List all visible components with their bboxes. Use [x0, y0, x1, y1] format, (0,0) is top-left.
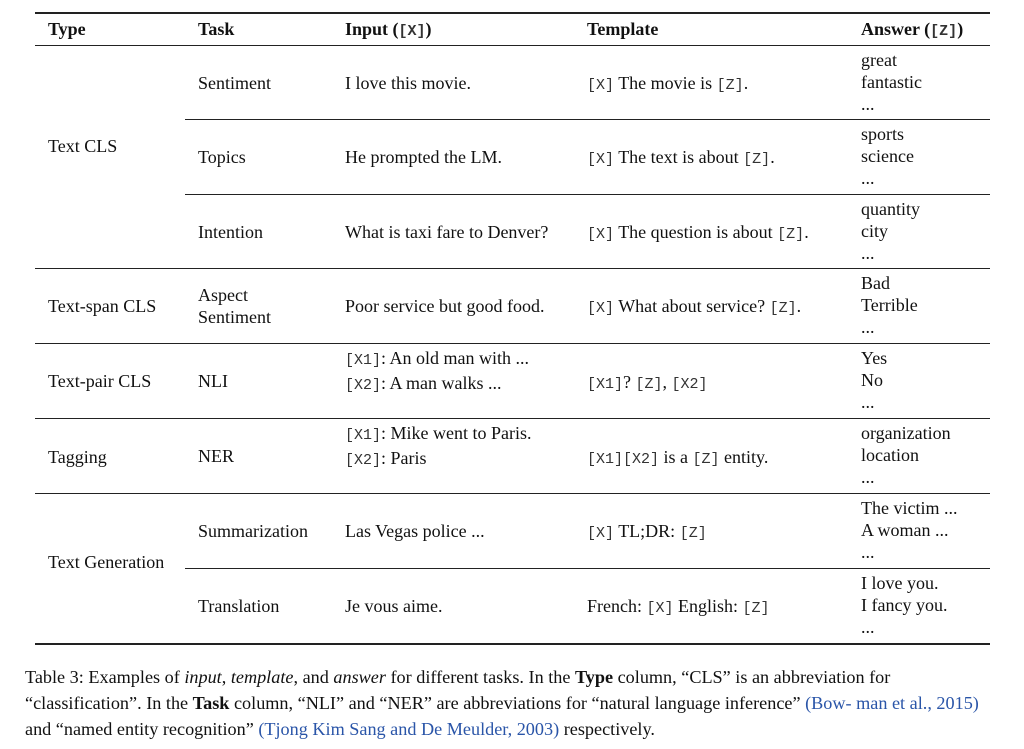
input-line [345, 422, 532, 447]
text-fragment: ? [623, 372, 636, 392]
answer-line: Bad [861, 273, 890, 293]
answer-line: sports [861, 124, 905, 144]
code-token: [X1] [345, 427, 382, 444]
header-template: Template [587, 19, 659, 39]
code-token: [X] [587, 77, 615, 94]
text-fragment: English: [673, 596, 743, 616]
answer-line: I love you. [861, 573, 939, 593]
task-line: Sentiment [198, 307, 271, 327]
task-cell [198, 284, 271, 328]
group-rule [35, 268, 990, 269]
caption-emphasis: template [230, 667, 294, 687]
header-type: Type [48, 19, 86, 39]
type-cell: Text-span CLS [48, 296, 157, 316]
input-line [345, 372, 529, 397]
text-fragment: , [662, 372, 672, 392]
text-fragment: : A man walks ... [381, 373, 502, 393]
header-answer: Answer ([Z]) [861, 19, 964, 40]
caption-text: respectively. [559, 719, 655, 739]
code-token: [X] [587, 300, 615, 317]
text-fragment: . [743, 73, 749, 93]
template-cell [587, 146, 775, 171]
caption-text: for different tasks. In the [385, 667, 575, 687]
group-rule [35, 493, 990, 494]
row-rule [185, 194, 990, 195]
answer-line: I fancy you. [861, 595, 948, 615]
code-token: [Z] [716, 77, 744, 94]
answer-line: ... [861, 542, 875, 562]
caption-emphasis: answer [333, 667, 386, 687]
input-cell: He prompted the LM. [345, 147, 502, 167]
answer-cell [861, 198, 920, 264]
header-rule [35, 45, 990, 46]
answer-cell [861, 272, 918, 338]
input-cell [345, 347, 529, 397]
code-token: [X1] [587, 376, 624, 393]
task-cell [198, 445, 234, 467]
text-fragment: The text is about [614, 147, 744, 167]
caption-text: , and [293, 667, 334, 687]
template-cell [587, 520, 707, 545]
code-token: [X] [587, 226, 615, 243]
code-token: [Z] [742, 600, 770, 617]
answer-line: ... [861, 243, 875, 263]
answer-line: ... [861, 317, 875, 337]
task-cell [198, 72, 271, 94]
code-token: [X2] [671, 376, 708, 393]
caption-emphasis: input [184, 667, 222, 687]
type-cell: Tagging [48, 447, 107, 467]
answer-line: city [861, 221, 888, 241]
text-fragment: What about service? [614, 296, 770, 316]
task-line: Aspect [198, 285, 248, 305]
text-fragment: The movie is [614, 73, 717, 93]
template-cell [587, 221, 809, 246]
caption-text: column, “NLI” and “NER” are abbreviations for “natural language inference” [229, 693, 806, 713]
answer-line: ... [861, 617, 875, 637]
code-token: [X1] [587, 451, 624, 468]
code-token: [X2] [345, 377, 382, 394]
row-rule [185, 568, 990, 569]
answer-line: fantastic [861, 72, 922, 92]
answer-cell [861, 49, 922, 115]
code-token: [X] [646, 600, 674, 617]
task-line: NLI [198, 371, 228, 391]
caption-bold: Task [192, 693, 230, 713]
answer-line: location [861, 445, 919, 465]
text-fragment: : Mike went to Paris. [381, 423, 532, 443]
group-rule [35, 418, 990, 419]
input-cell: I love this movie. [345, 73, 471, 93]
code-token: [Z] [743, 151, 771, 168]
code-token: [Z] [679, 525, 707, 542]
text-fragment: : An old man with ... [381, 348, 530, 368]
template-cell [587, 72, 748, 97]
task-cell [198, 520, 308, 542]
header-input: Input ([X]) [345, 19, 432, 40]
code-token: [Z] [635, 376, 663, 393]
text-fragment: French: [587, 596, 647, 616]
task-cell [198, 595, 279, 617]
code-token: [X2] [345, 452, 382, 469]
group-rule [35, 343, 990, 344]
task-line: NER [198, 446, 234, 466]
text-fragment: entity. [719, 447, 769, 467]
row-rule [185, 119, 990, 120]
header-task: Task [198, 19, 235, 39]
answer-line: ... [861, 467, 875, 487]
answer-line: science [861, 146, 914, 166]
answer-line: No [861, 370, 883, 390]
answer-line: ... [861, 392, 875, 412]
task-line: Translation [198, 596, 280, 616]
caption-text: and “named entity recognition” [25, 719, 259, 739]
table-top-rule [35, 12, 990, 14]
examples-table [35, 12, 990, 645]
text-fragment: . [796, 296, 802, 316]
text-fragment: TL;DR: [614, 521, 680, 541]
code-token: [X] [587, 151, 615, 168]
template-cell [587, 446, 768, 471]
template-cell [587, 295, 801, 320]
task-line: Topics [198, 147, 246, 167]
input-line [345, 347, 529, 372]
template-cell [587, 595, 770, 620]
input-cell: Poor service but good food. [345, 296, 545, 316]
caption-text: Table 3: Examples of [25, 667, 185, 687]
caption-text: column, “CLS” is an abbreviation for “classification”. In the [25, 667, 891, 713]
text-fragment: . [770, 147, 775, 167]
task-line: Intention [198, 222, 263, 242]
input-cell: What is taxi fare to Denver? [345, 222, 549, 242]
code-token: [X1] [345, 352, 382, 369]
answer-cell [861, 572, 947, 638]
answer-cell [861, 422, 951, 488]
input-line [345, 447, 532, 472]
text-fragment: The question is about [614, 222, 778, 242]
task-cell [198, 370, 228, 392]
answer-line: Yes [861, 348, 888, 368]
input-cell: Las Vegas police ... [345, 521, 485, 541]
answer-line: A woman ... [861, 520, 949, 540]
task-line: Sentiment [198, 73, 271, 93]
answer-line: ... [861, 168, 875, 188]
input-cell: Je vous aime. [345, 596, 443, 616]
table-bottom-rule [35, 643, 990, 645]
answer-line: great [861, 50, 897, 70]
answer-line: organization [861, 423, 951, 443]
caption-text: , [221, 667, 231, 687]
answer-line: Terrible [861, 295, 918, 315]
text-fragment: is a [659, 447, 693, 467]
text-fragment: . [804, 222, 809, 242]
code-token: [Z] [769, 300, 797, 317]
code-token: [X2] [623, 451, 660, 468]
caption-bold: Type [574, 667, 614, 687]
table-caption [25, 664, 1005, 742]
answer-cell [861, 123, 914, 189]
text-fragment: : Paris [381, 448, 427, 468]
citation-link[interactable]: (Tjong Kim Sang and De Meulder, 2003) [258, 719, 560, 739]
type-cell: Text Generation [48, 552, 165, 572]
code-token: [Z] [777, 226, 805, 243]
answer-cell [861, 497, 957, 563]
answer-line: ... [861, 94, 875, 114]
type-cell: Text CLS [48, 136, 118, 156]
task-cell [198, 146, 246, 168]
code-token: [X] [587, 525, 615, 542]
answer-cell [861, 347, 887, 413]
code-token: [Z] [692, 451, 720, 468]
input-cell [345, 422, 532, 472]
answer-line: The victim ... [861, 498, 958, 518]
citation-link[interactable]: (Bow- man et al., 2015) [805, 693, 979, 713]
task-line: Summarization [198, 521, 308, 541]
template-cell [587, 371, 708, 396]
task-cell [198, 221, 263, 243]
answer-line: quantity [861, 199, 920, 219]
type-cell: Text-pair CLS [48, 371, 152, 391]
